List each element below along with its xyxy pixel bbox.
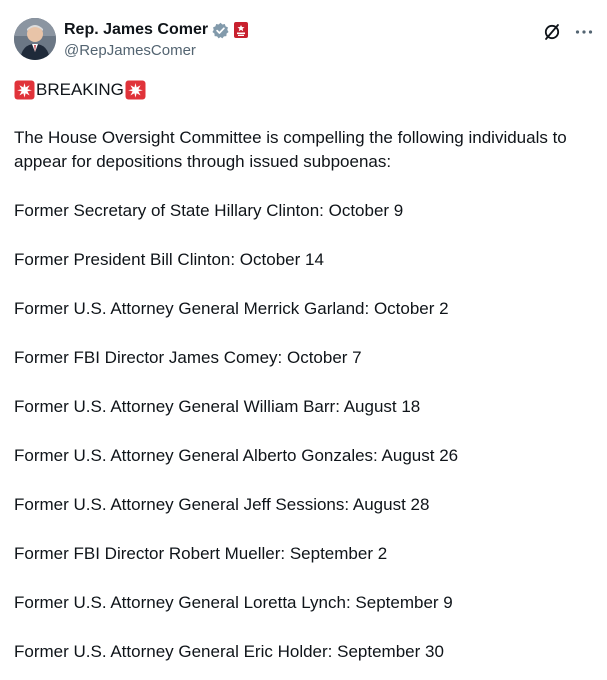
- list-item: Former FBI Director James Comey: October 7: [14, 348, 362, 367]
- list-item: Former FBI Director Robert Mueller: September 2: [14, 544, 388, 563]
- verified-check-icon[interactable]: [212, 22, 229, 39]
- breaking-label: BREAKING: [36, 80, 124, 99]
- siren-icon: [14, 80, 35, 100]
- breaking-headline: [14, 78, 594, 102]
- list-item: Former U.S. Attorney General Alberto Gonzales: August 26: [14, 446, 459, 465]
- avatar[interactable]: [14, 18, 56, 60]
- tweet-actions: [542, 22, 594, 42]
- list-item: Former U.S. Attorney General Eric Holder: September 30: [14, 642, 444, 661]
- tweet-text: [14, 78, 594, 664]
- deposition-list: [14, 199, 594, 664]
- list-item: Former U.S. Attorney General William Barr: August 18: [14, 397, 421, 416]
- list-item: Former Secretary of State Hillary Clinton: October 9: [14, 201, 404, 220]
- siren-icon: [125, 80, 146, 100]
- tweet-header: [14, 18, 594, 62]
- grok-icon[interactable]: [542, 22, 562, 42]
- list-item: Former U.S. Attorney General Jeff Sessions: August 28: [14, 495, 430, 514]
- author-handle[interactable]: @RepJamesComer: [64, 42, 196, 59]
- author-display-name[interactable]: Rep. James Comer: [64, 21, 209, 38]
- author-info: [64, 19, 248, 59]
- list-item: Former President Bill Clinton: October 14: [14, 250, 324, 269]
- author-name-row: [64, 19, 248, 41]
- list-item: Former U.S. Attorney General Merrick Garland: October 2: [14, 299, 449, 318]
- house-seal-icon[interactable]: [234, 22, 248, 38]
- list-item: Former U.S. Attorney General Loretta Lynch: September 9: [14, 593, 453, 612]
- intro-paragraph: The House Oversight Committee is compelling the following individuals to appear for depositions through issued subpoenas:: [14, 128, 567, 171]
- more-dots-icon[interactable]: [574, 22, 594, 42]
